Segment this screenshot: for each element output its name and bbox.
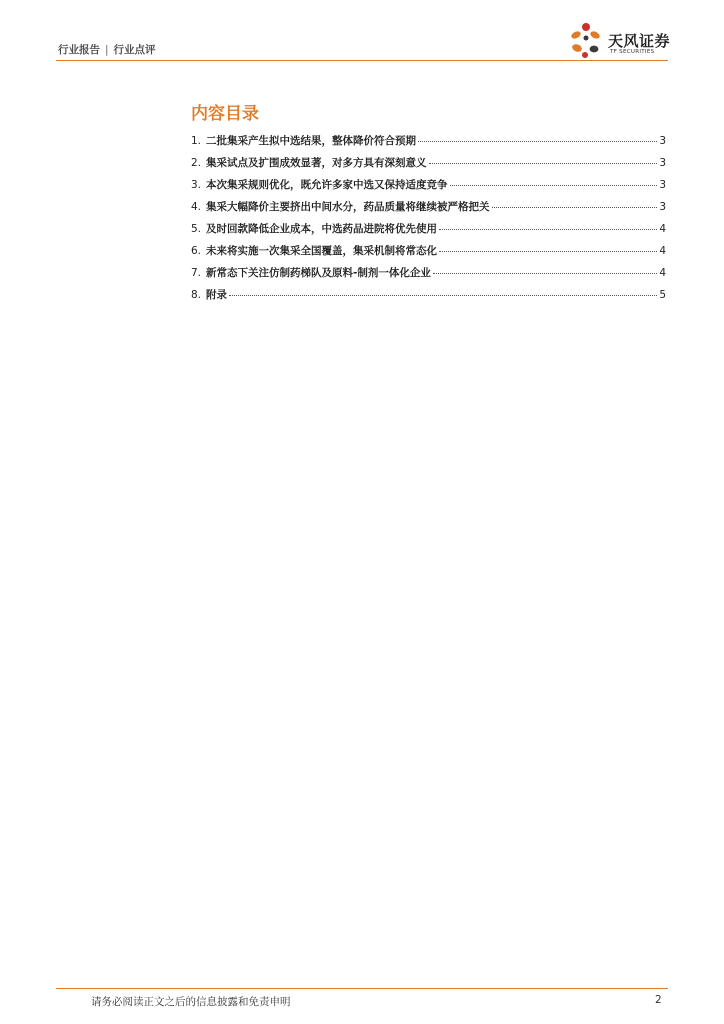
footer-divider [56, 988, 668, 989]
toc-leader-dots [439, 229, 657, 230]
toc-entry-label[interactable]: 未来将实施一次集采全国覆盖，集采机制将常态化 [206, 245, 438, 257]
toc-leader-dots [429, 163, 658, 164]
toc-entry-page[interactable]: 4 [659, 267, 666, 279]
toc-leader-dots [418, 141, 657, 142]
toc-leader-dots [229, 295, 657, 296]
toc-leader-dots [439, 251, 657, 252]
footer-disclaimer: 请务必阅读正文之后的信息披露和免责申明 [91, 996, 291, 1008]
toc-entry-page[interactable]: 3 [659, 135, 666, 147]
toc-entry-page[interactable]: 3 [659, 157, 666, 169]
toc-list [191, 134, 666, 310]
toc-leader-dots [492, 207, 658, 208]
toc-entry-7[interactable] [191, 266, 666, 288]
toc-entry-page[interactable]: 4 [659, 223, 666, 235]
toc-entry-label[interactable]: 新常态下关注仿制药梯队及原料-制剂一体化企业 [206, 267, 431, 279]
toc-entry-label[interactable]: 集采试点及扩围成效显著，对多方具有深刻意义 [206, 157, 427, 169]
breadcrumb-separator: | [105, 44, 109, 56]
toc-entry-label[interactable]: 本次集采规则优化，既允许多家中选又保持适度竞争 [206, 179, 448, 191]
toc-entry-6[interactable] [191, 244, 666, 266]
toc-entry-label[interactable]: 集采大幅降价主要挤出中间水分，药品质量将继续被严格把关 [206, 201, 490, 213]
logo-flower-icon [566, 22, 606, 60]
breadcrumb-item-review[interactable]: 行业点评 [113, 44, 156, 56]
toc-entry-number: 1. [191, 135, 202, 147]
toc-title: 内容目录 [191, 104, 259, 124]
toc-entry-label[interactable]: 二批集采产生拟中选结果，整体降价符合预期 [206, 135, 417, 147]
toc-entry-1[interactable] [191, 134, 666, 156]
toc-entry-page[interactable]: 3 [659, 179, 666, 191]
breadcrumb [58, 42, 156, 57]
toc-entry-number: 6. [191, 245, 202, 257]
breadcrumb-item-report[interactable]: 行业报告 [58, 44, 100, 56]
header-divider [56, 60, 668, 61]
toc-entry-2[interactable] [191, 156, 666, 178]
page-header [0, 0, 724, 62]
toc-entry-number: 5. [191, 223, 202, 235]
toc-entry-number: 8. [191, 289, 202, 301]
toc-entry-number: 2. [191, 157, 202, 169]
toc-entry-page[interactable]: 5 [659, 289, 666, 301]
toc-entry-8[interactable] [191, 288, 666, 310]
page-number: 2 [655, 994, 662, 1006]
table-of-contents [191, 104, 666, 310]
toc-entry-page[interactable]: 3 [659, 201, 666, 213]
logo-name: 天风证券 [608, 32, 671, 50]
toc-entry-page[interactable]: 4 [659, 245, 666, 257]
toc-leader-dots [433, 273, 657, 274]
company-logo [566, 22, 676, 60]
toc-entry-5[interactable] [191, 222, 666, 244]
toc-entry-label[interactable]: 附录 [206, 289, 228, 301]
logo-english-name: TF SECURITIES [610, 49, 655, 55]
toc-entry-3[interactable] [191, 178, 666, 200]
toc-leader-dots [450, 185, 658, 186]
toc-entry-4[interactable] [191, 200, 666, 222]
toc-entry-number: 3. [191, 179, 202, 191]
toc-entry-number: 7. [191, 267, 202, 279]
toc-entry-number: 4. [191, 201, 202, 213]
toc-entry-label[interactable]: 及时回款降低企业成本，中选药品进院将优先使用 [206, 223, 438, 235]
